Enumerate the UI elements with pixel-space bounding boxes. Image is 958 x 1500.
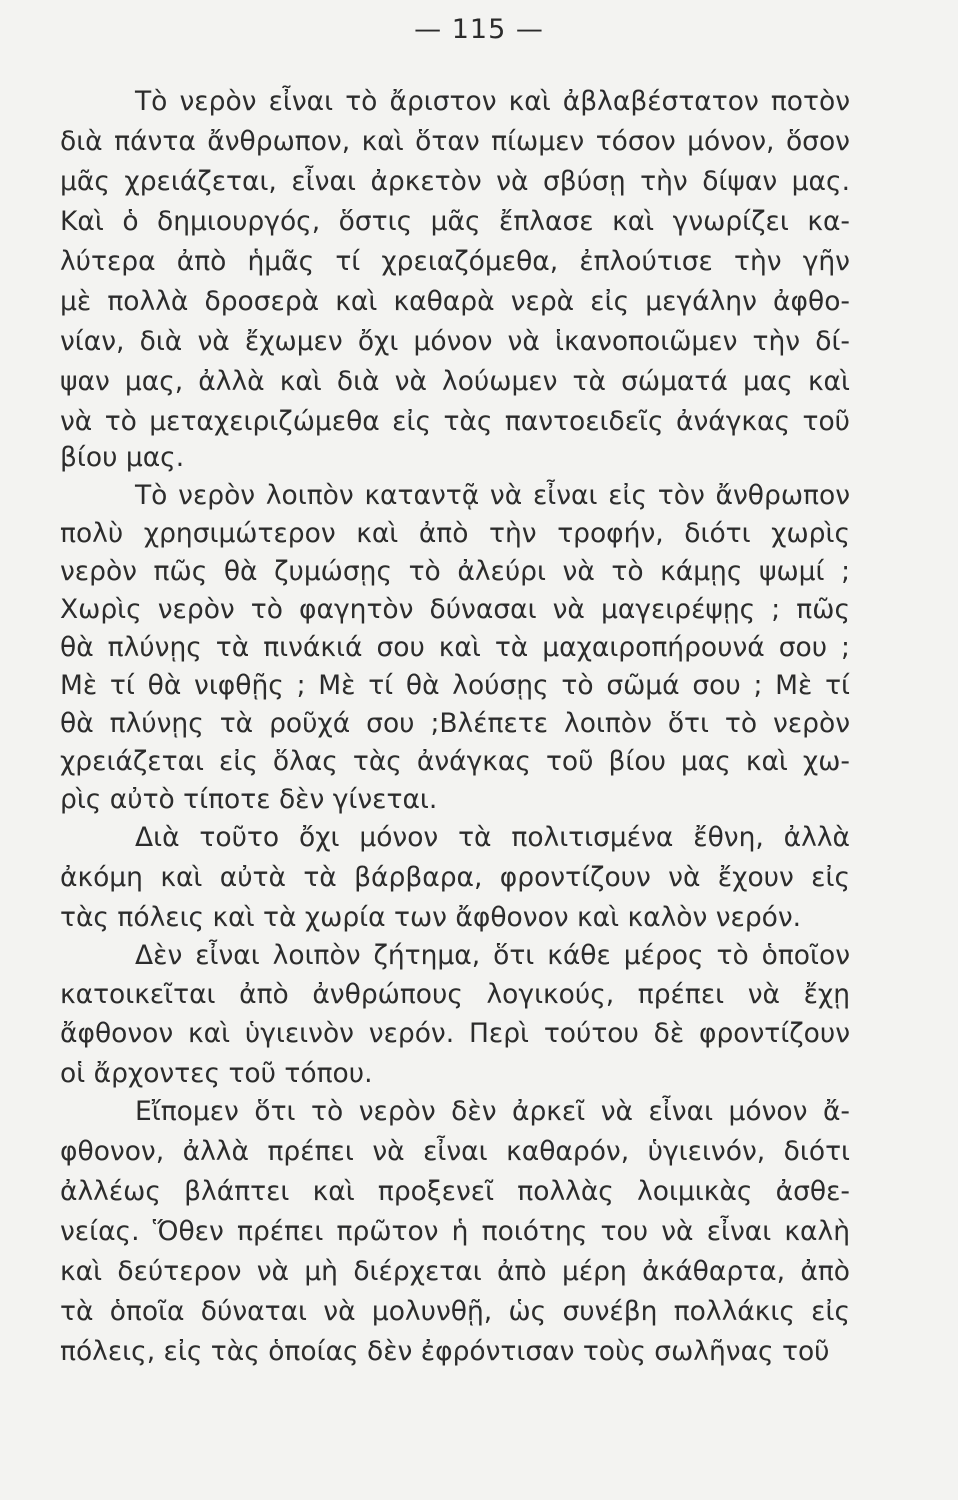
text-line: νερὸν πῶς θὰ ζυμώσῃς τὸ ἀλεύρι νὰ τὸ κάμῃς ψωμί ; <box>60 556 850 587</box>
text-line: λύτερα ἀπὸ ἡμᾶς τί χρειαζόμεθα, ἐπλούτισε τὴν γῆν <box>60 246 850 277</box>
text-line: ἀλλέως βλάπτει καὶ προξενεῖ πολλὰς λοιμικὰς ἀσθε- <box>60 1176 850 1207</box>
text-line: ψαν μας, ἀλλὰ καὶ διὰ νὰ λούωμεν τὰ σώματά μας καὶ <box>60 366 850 397</box>
text-line: νείας. Ὅθεν πρέπει πρῶτον ἡ ποιότης του νὰ εἶναι καλὴ <box>60 1216 850 1247</box>
text-line: βίου μας. <box>60 442 185 473</box>
text-line: νίαν, διὰ νὰ ἔχωμεν ὄχι μόνον νὰ ἱκανοποιῶμεν τὴν δί- <box>60 326 850 357</box>
text-line: Μὲ τί θὰ νιφθῇς ; Μὲ τί θὰ λούσῃς τὸ σῶμά σου ; Μὲ τί <box>60 670 850 701</box>
text-line: καὶ δεύτερον νὰ μὴ διέρχεται ἀπὸ μέρη ἀκάθαρτα, ἀπὸ <box>60 1256 850 1287</box>
text-line: κατοικεῖται ἀπὸ ἀνθρώπους λογικούς, πρέπει νὰ ἔχῃ <box>60 979 850 1010</box>
text-line: πόλεις, εἰς τὰς ὁποίας δὲν ἐφρόντισαν τοὺς σωλῆνας τοῦ <box>60 1336 830 1367</box>
text-line: φθονον, ἀλλὰ πρέπει νὰ εἶναι καθαρόν, ὑγιεινόν, διότι <box>60 1136 850 1167</box>
text-line: Τὸ νερὸν εἶναι τὸ ἄριστον καὶ ἀβλαβέστατον ποτὸν <box>135 86 850 117</box>
text-line: Χωρὶς νερὸν τὸ φαγητὸν δύνασαι νὰ μαγειρέψῃς ; πῶς <box>60 594 850 625</box>
text-line: νὰ τὸ μεταχειριζώμεθα εἰς τὰς παντοειδεῖς ἀνάγκας τοῦ <box>60 406 850 437</box>
text-line: ἄφθονον καὶ ὑγιεινὸν νερόν. Περὶ τούτου δὲ φροντίζουν <box>60 1018 850 1049</box>
text-line: οἱ ἄρχοντες τοῦ τόπου. <box>60 1058 373 1089</box>
text-line: Διὰ τοῦτο ὄχι μόνον τὰ πολιτισμένα ἔθνη, ἀλλὰ <box>135 822 850 853</box>
text-line: διὰ πάντα ἄνθρωπον, καὶ ὅταν πίωμεν τόσον μόνον, ὅσον <box>60 126 850 157</box>
text-line: μᾶς χρειάζεται, εἶναι ἀρκετὸν νὰ σβύσῃ τὴν δίψαν μας. <box>60 166 850 197</box>
text-line: πολὺ χρησιμώτερον καὶ ἀπὸ τὴν τροφήν, διότι χωρὶς <box>60 518 850 549</box>
text-line: μὲ πολλὰ δροσερὰ καὶ καθαρὰ νερὰ εἰς μεγάλην ἀφθο- <box>60 286 850 317</box>
text-line: ἀκόμη καὶ αὐτὰ τὰ βάρβαρα, φροντίζουν νὰ ἔχουν εἰς <box>60 862 850 893</box>
text-line: τὰς πόλεις καὶ τὰ χωρία των ἄφθονον καὶ καλὸν νερόν. <box>60 902 802 933</box>
text-line: χρειάζεται εἰς ὅλας τὰς ἀνάγκας τοῦ βίου μας καὶ χω- <box>60 746 850 777</box>
text-line: θὰ πλύνῃς τὰ πινάκιά σου καὶ τὰ μαχαιροπήρουνά σου ; <box>60 632 850 663</box>
page-number: — 115 — <box>414 14 544 45</box>
text-line: Τὸ νερὸν λοιπὸν καταντᾷ νὰ εἶναι εἰς τὸν ἄνθρωπον <box>135 480 850 511</box>
text-line: ρὶς αὐτὸ τίποτε δὲν γίνεται. <box>60 784 438 815</box>
text-line: θὰ πλύνῃς τὰ ροῦχά σου ;Βλέπετε λοιπὸν ὅτι τὸ νερὸν <box>60 708 850 739</box>
text-line: Καὶ ὁ δημιουργός, ὅστις μᾶς ἔπλασε καὶ γνωρίζει κα- <box>60 206 850 237</box>
text-line: Δὲν εἶναι λοιπὸν ζήτημα, ὅτι κάθε μέρος τὸ ὁποῖον <box>135 940 850 971</box>
text-line: Εἴπομεν ὅτι τὸ νερὸν δὲν ἀρκεῖ νὰ εἶναι μόνον ἄ- <box>135 1096 850 1127</box>
text-line: τὰ ὁποῖα δύναται νὰ μολυνθῇ, ὡς συνέβη πολλάκις εἰς <box>60 1296 850 1327</box>
